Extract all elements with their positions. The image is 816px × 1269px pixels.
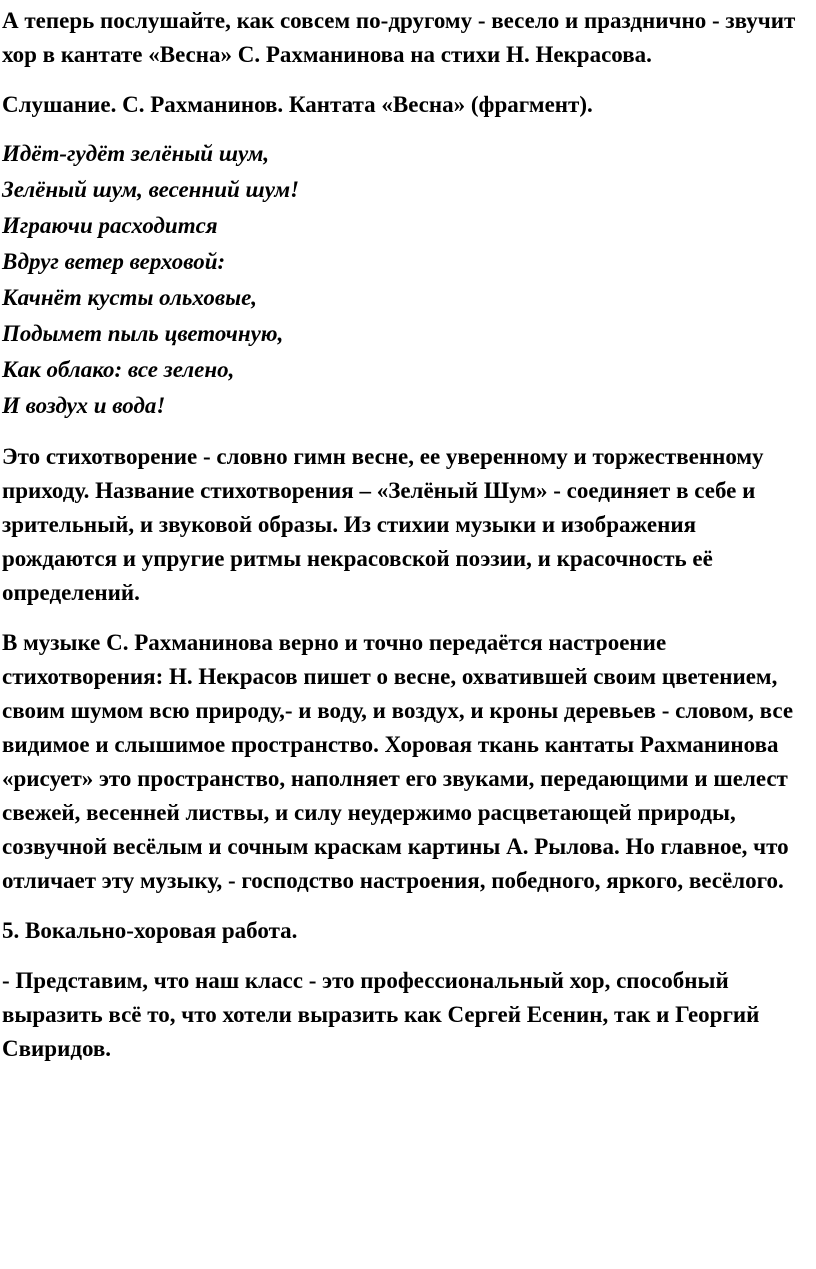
poem-line: Подымет пыль цветочную,: [2, 321, 284, 346]
poem-line: Как облако: все зелено,: [2, 357, 235, 382]
section-heading: 5. Вокально-хоровая работа.: [2, 918, 298, 943]
listening-title: Слушание. С. Рахманинов. Кантата «Весна» (фрагмент).: [2, 92, 593, 117]
poem-line: Вдруг ветер верховой:: [2, 249, 226, 274]
poem-line: Качнёт кусты ольховые,: [2, 285, 258, 310]
poem-line: Зелёный шум, весенний шум!: [2, 177, 300, 202]
poem-line: Играючи расходится: [2, 213, 218, 238]
poem-block: [2, 136, 806, 424]
music-description-paragraph: В музыке С. Рахманинова верно и точно передаётся настроение стихотворения: Н. Некрасов пишет о весне, охватившей своим цветением, своим шумом всю природу,- и воду, и воздух, и кроны деревьев - словом, все видимое и слышимое пространство. Хоровая ткань кантаты Рахманинова «рисует» это пространство, наполняет его звуками, передающими и шелест свежей, весенней листвы, и силу неудержимо расцветающей природы, созвучной весёлым и сочным краскам картины А. Рылова. Но главное, что отличает эту музыку, - господство настроения, победного, яркого, весёлого.: [2, 630, 794, 893]
intro-paragraph: А теперь послушайте, как совсем по-другому - весело и празднично - звучит хор в кантате «Весна» С. Рахманинова на стихи Н. Некрасова.: [2, 8, 796, 67]
poem-line: И воздух и вода!: [2, 393, 166, 418]
choir-paragraph: - Представим, что наш класс - это профессиональный хор, способный выразить всё то, что хотели выразить как Сергей Есенин, так и Георгий Свиридов.: [2, 968, 760, 1061]
poem-line: Идёт-гудёт зелёный шум,: [2, 141, 270, 166]
analysis-paragraph: Это стихотворение - словно гимн весне, ее уверенному и торжественному приходу. Название стихотворения – «Зелёный Шум» - соединяет в себе и зрительный, и звуковой образы. Из стихии музыки и изображения рождаются и упругие ритмы некрасовской поэзии, и красочность её определений.: [2, 444, 764, 605]
